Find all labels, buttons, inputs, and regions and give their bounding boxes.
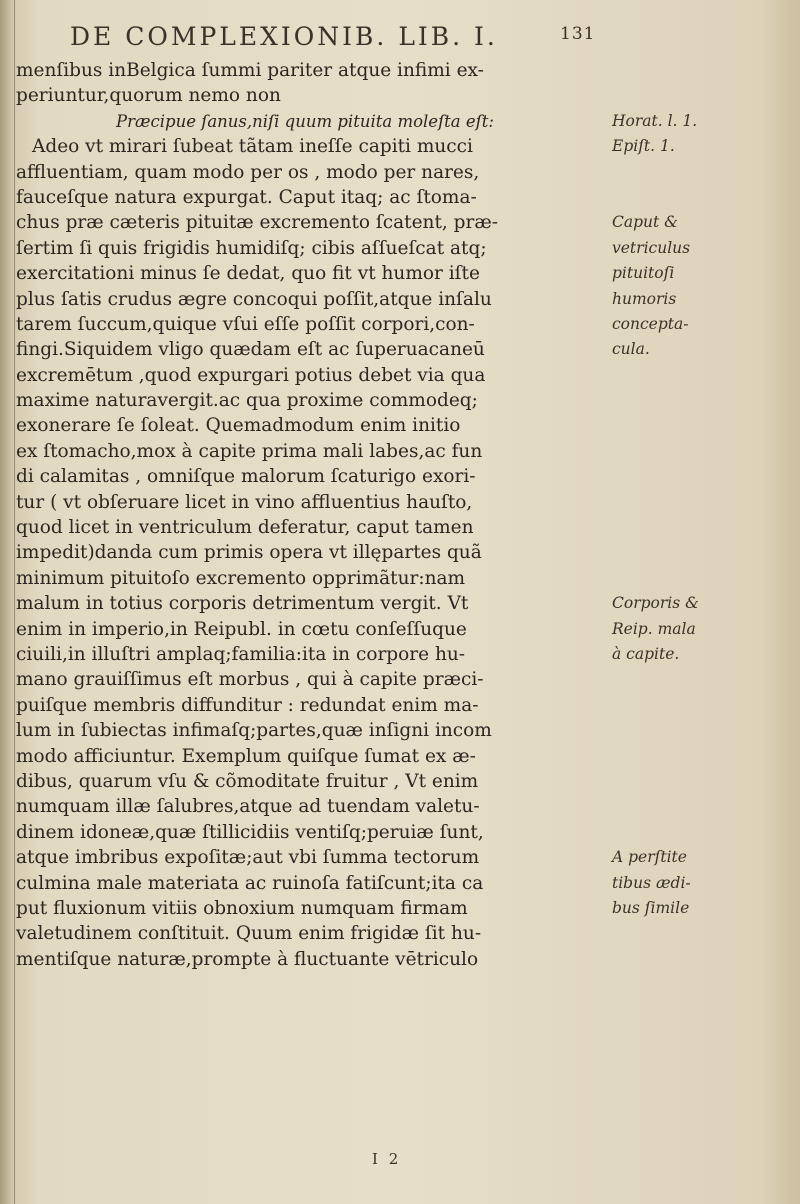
text-line: puiſque membris diffunditur : redundat enim ma-: [16, 694, 479, 716]
margin-note: A perſtite: [612, 848, 687, 867]
text-line: culmina male materiata ac ruinoſa fatiſcunt;ita ca: [16, 872, 484, 894]
text-line: malum in totius corporis detrimentum vergit. Vt: [16, 593, 469, 615]
text-line: ſertim ſi quis frigidis humidiſq; cibis aſſueſcat atq;: [16, 237, 487, 259]
text-line: fauceſque natura expurgat. Caput itaq; ac ſtoma-: [16, 186, 477, 208]
signature-mark: I 2: [372, 1150, 402, 1168]
text-line: dibus, quarum vſu & cõmoditate fruitur , Vt enim: [16, 770, 479, 792]
margin-note: humoris: [612, 289, 677, 308]
text-line: impedit)danda cum primis opera vt illępartes quã: [16, 542, 482, 564]
margin-note: Reip. mala: [612, 619, 696, 638]
text-line: Præcipue ſanus,niſi quum pituita moleſta eſt:: [116, 111, 494, 131]
text-line: enim in imperio,in Reipubl. in cœtu conſeſſuque: [16, 618, 467, 640]
page-spine-shadow: [0, 0, 14, 1204]
text-line: mentiſque naturæ,prompte à fluctuante vētriculo: [16, 948, 479, 970]
folio-number: 131: [560, 24, 596, 44]
text-line: chus præ cæteris pituitæ excremento ſcatent, præ-: [16, 212, 498, 234]
text-line: ex ſtomacho,mox à capite prima mali labes,ac fun: [16, 440, 483, 462]
text-line: quod licet in ventriculum deferatur, caput tamen: [16, 517, 474, 539]
text-line: ciuili,in illuſtri amplaq;familia:ita in corpore hu-: [16, 643, 466, 665]
margin-note: cula.: [612, 340, 650, 359]
text-line: dinem idoneæ,quæ ſtillicidiis ventiſq;peruiæ ſunt,: [16, 821, 484, 843]
text-line: atque imbribus expoſitæ;aut vbi ſumma tectorum: [16, 847, 480, 869]
text-line: maxime naturavergit.ac qua proxime commodeq;: [16, 390, 478, 412]
page-edge-rule: [14, 0, 15, 1204]
text-line: affluentiam, quam modo per os , modo per nares,: [16, 161, 480, 183]
text-line: periuntur,quorum nemo non: [16, 85, 281, 107]
margin-note: vetriculus: [612, 238, 691, 257]
margin-note: Epiſt. 1.: [612, 137, 675, 156]
text-line: minimum pituitoſo excremento opprimãtur:nam: [16, 567, 466, 589]
text-line: di calamitas , omniſque malorum ſcaturigo exori-: [16, 466, 476, 488]
text-line: lum in ſubiectas infimaſq;partes,quæ inſigni incom: [16, 720, 492, 742]
margin-note: tibus ædi-: [612, 873, 691, 892]
text-line: tur ( vt obſeruare licet in vino affluentius hauſto,: [16, 491, 473, 513]
running-title: DE COMPLEXIONIB. LIB. I.: [70, 22, 498, 51]
margin-note: pituitoſi: [612, 264, 675, 283]
text-line: numquam illæ ſalubres,atque ad tuendam valetu-: [16, 796, 480, 818]
text-line: menſibus inBelgica ſummi pariter atque infimi ex-: [16, 60, 484, 81]
margin-note: Horat. l. 1.: [612, 111, 698, 130]
text-line: excremētum ,quod expurgari potius debet via qua: [16, 364, 486, 386]
text-line: mano grauiſſimus eſt morbus , qui à capite præci-: [16, 669, 484, 691]
text-line: exonerare ſe ſoleat. Quemadmodum enim initio: [16, 415, 461, 437]
margin-note: Caput &: [612, 213, 678, 232]
text-line: modo afficiuntur. Exemplum quiſque ſumat ex æ-: [16, 745, 476, 767]
margin-note: Corporis &: [612, 594, 699, 613]
text-line: tarem ſuccum,quique vſui eſſe poſſit corpori,con-: [16, 313, 475, 335]
text-line: Adeo vt mirari ſubeat tãtam ineſſe capiti mucci: [32, 136, 473, 158]
margin-note: concepta-: [612, 315, 689, 333]
text-line: valetudinem conſtituit. Quum enim frigidæ ſit hu-: [16, 923, 482, 945]
text-line: plus ſatis crudus ægre concoqui poſſit,atque inſalu: [16, 288, 492, 310]
text-line: fingi.Siquidem vligo quædam eſt ac ſuperuacaneū: [16, 339, 485, 361]
margin-note: à capite.: [612, 645, 680, 664]
text-line: exercitationi minus ſe dedat, quo fit vt humor iſte: [16, 263, 480, 285]
text-line: put fluxionum vitiis obnoxium numquam firmam: [16, 897, 468, 919]
main-text-block: [16, 58, 616, 972]
running-header: [70, 22, 710, 51]
margin-note: bus ſimile: [612, 899, 690, 918]
